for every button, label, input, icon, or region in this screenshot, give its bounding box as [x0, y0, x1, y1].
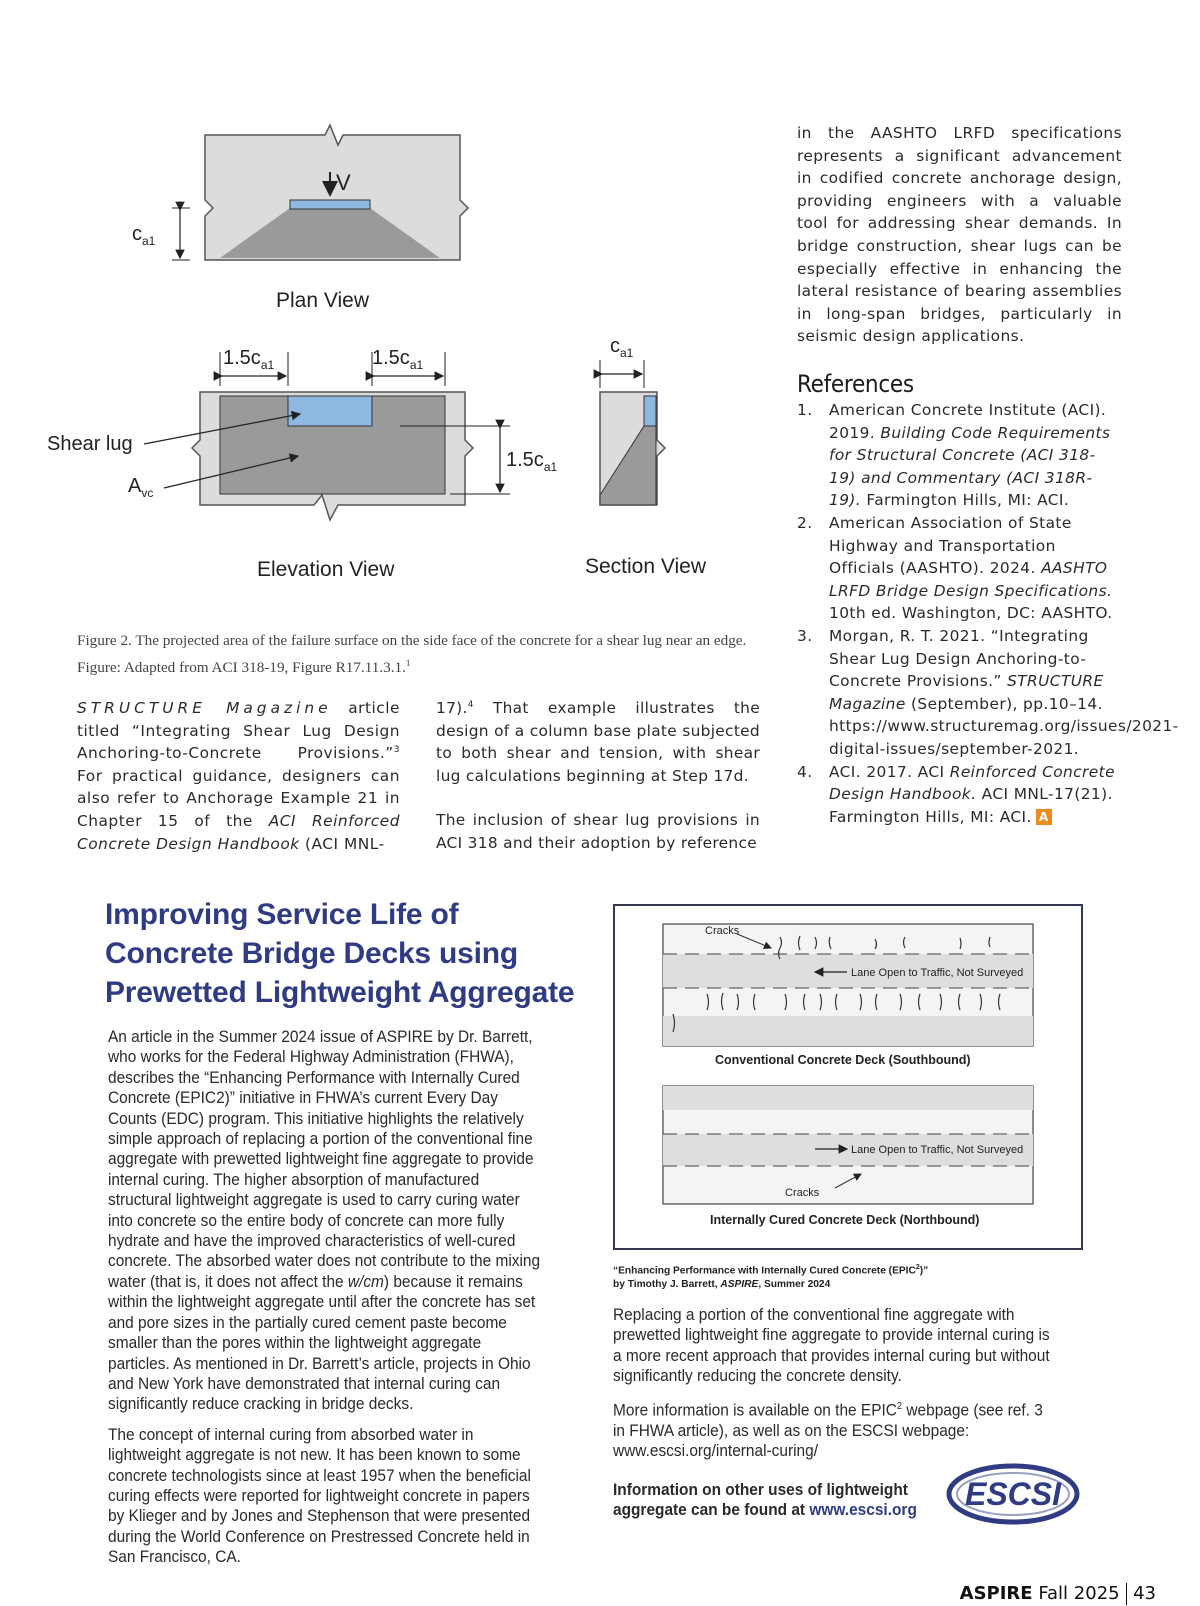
shear-lug-figure: [40, 120, 760, 610]
svg-text:Conventional Concrete Deck (So: Conventional Concrete Deck (Southbound): [715, 1053, 971, 1067]
reference-item: 1. American Concrete Institute (ACI). 2019. Building Code Requirements for Structural Concrete (ACI 318-19) and Commentary (ACI 318R-19). Farmington Hills, MI: ACI.: [797, 401, 1111, 510]
body-text-right: in the AASHTO LRFD specifications represents a significant advancement in codified concrete anchorage design, providing engineers with a valuable tool for addressing shear demands. In bridge construction, shear lugs can be especially effective in enhancing the lateral resistance of bearing assemblies in long-span bridges, particularly in seismic design applications.: [797, 124, 1122, 346]
svg-text:ESCSI: ESCSI: [964, 1476, 1062, 1512]
escsi-link[interactable]: www.escsi.org: [809, 1500, 917, 1520]
svg-text:ca1: $c_{a1}$: [610, 335, 634, 360]
figure-caption: Figure 2. The projected area of the failure surface on the side face of the concrete for a shear lug near an edge. Figure: Adapted from ACI 318-19, Figure R17.11.3.1.$^1$: [77, 632, 747, 677]
section-view-label: Section View: [585, 555, 707, 578]
svg-text:Internally Cured Concrete Deck: Internally Cured Concrete Deck (Northbound): [710, 1213, 980, 1227]
ad-left-text: An article in the Summer 2024 issue of ASPIRE by Dr. Barrett, who works for the Federal Highway Administration (FHWA), describes the “Enhancing Performance with Internally Cured Concrete (EPIC2)” initiative in FHWA’s current Every Day Counts (EDC) program. This initiative highlights the relatively simple approach of replacing a portion of the conventional fine aggregate with prewetted lightweight fine aggregate to provide internal curing. The higher absorption of manufactured structural lightweight aggregate is used to carry curing water into concrete so the entire body of concrete can more fully hydrate and have the improved characteristics of well-cured concrete. The absorbed water does not contribute to the mixing water (that is, it does not affect the w/cm) because it remains within the lightweight aggregate until after the concrete has set and pore sizes in the partially cured cement paste become smaller than the pores within the lightweight aggregate particles. As mentioned in Dr. Barrett’s article, projects in Ohio and New York have demonstrated that internal curing can significantly reduce cracking in bridge decks. The concept of internal curing from absorbed water in lightweight aggregate is not new. It has been known to some concrete technologists since at least 1957 when the beneficial curing effects were reported for lightweight concrete in papers by Klieger and by Jones and Stephenson that were presented during the World Conference on Prestressed Concrete held in San Francisco, CA.: [108, 1027, 541, 1567]
reference-item: 4. ACI. 2017. ACI Reinforced Concrete Design Handbook. ACI MNL-17(21). Farmington Hills, MI: ACI. A: [797, 762, 1115, 826]
ad-title: Improving Service Life of Concrete Bridge Decks using Prewetted Lightweight Aggregate: [105, 898, 575, 1009]
v-load-label: V: [336, 170, 351, 195]
svg-text:Lane Open to Traffic, Not Surv: Lane Open to Traffic, Not Surveyed: [851, 1144, 1024, 1156]
escsi-logo: [946, 1463, 1081, 1525]
page-footer: ASPIRE Fall 2025 43: [959, 1583, 1156, 1604]
southbound-deck: [663, 924, 1033, 1067]
body-text-col2: 17).$^4$ That example illustrates the design of a column base plate subjected to both shear and tension, with shear lug calculations beginning at Step 17d. The inclusion of shear lug provisions in ACI 318 and their adoption by reference: [436, 699, 760, 852]
ad-right-text: Replacing a portion of the conventional fine aggregate with prewetted lightweight fine aggregate to provide internal curing is a more recent approach that provides internal curing but without significantly reducing the concrete density. More information is available on the EPIC$^2$ webpage (see ref. 3 in FHWA article), as well as on the ESCSI webpage: www.escsi.org/internal-curing/: [613, 1305, 1050, 1460]
plan-view-label: Plan View: [276, 289, 370, 312]
plan-view: [132, 125, 468, 312]
page-number: 43: [1133, 1583, 1156, 1604]
deck-diagram: [613, 904, 1083, 1250]
svg-text:Lane Open to Traffic, Not Surv: Lane Open to Traffic, Not Surveyed: [851, 967, 1024, 979]
northbound-deck: [663, 1086, 1033, 1227]
svg-text:ca1: $c_{a1}$: [132, 223, 156, 248]
svg-text:Cracks: Cracks: [785, 1187, 820, 1199]
cracks-label: Cracks: [705, 925, 740, 937]
section-view: [585, 335, 707, 578]
svg-text:1.5ca1: $1.5c_{a1}$: [223, 347, 275, 372]
shear-lug-label: Shear lug: [47, 433, 133, 455]
elevation-view: [47, 347, 557, 581]
reference-item: 2. American Association of State Highway and Transportation Officials (AASHTO). 2024. AASHTO LRFD Bridge Design Specifications. 10th ed. Washington, DC: AASHTO.: [797, 513, 1113, 623]
svg-text:1.5ca1: $1.5c_{a1}$: [372, 347, 424, 372]
end-mark-icon: A: [1036, 809, 1052, 825]
svg-text:Avc: $A_{vc}$: [128, 475, 154, 500]
svg-text:1.5ca1: $1.5c_{a1}$: [506, 449, 558, 474]
reference-item: 3. Morgan, R. T. 2021. “Integrating Shear Lug Design Anchoring-to-Concrete Provisions.” STRUCTURE Magazine (September), pp.10–14. https://www.structuremag.org/issues/2021-digital-issues/september-2021.: [797, 626, 1179, 758]
body-text-col1: STRUCTURE Magazine article titled “Integrating Shear Lug Design Anchoring-to-Concrete Provisions.”$^3$ For practical guidance, designers can also refer to Anchorage Example 21 in Chapter 15 of the ACI Reinforced Concrete Design Handbook (ACI MNL-: [77, 699, 401, 853]
references-heading: References: [797, 370, 914, 398]
ad-info-text: Information on other uses of lightweight aggregate can be found at www.escsi.org: [613, 1480, 917, 1520]
elevation-view-label: Elevation View: [257, 558, 395, 581]
references-list: [797, 399, 1179, 828]
deck-diagram-caption: “Enhancing Performance with Internally Cured Concrete (EPIC$^2$)” by Timothy J. Barrett, ASPIRE, Summer 2024: [613, 1264, 929, 1291]
